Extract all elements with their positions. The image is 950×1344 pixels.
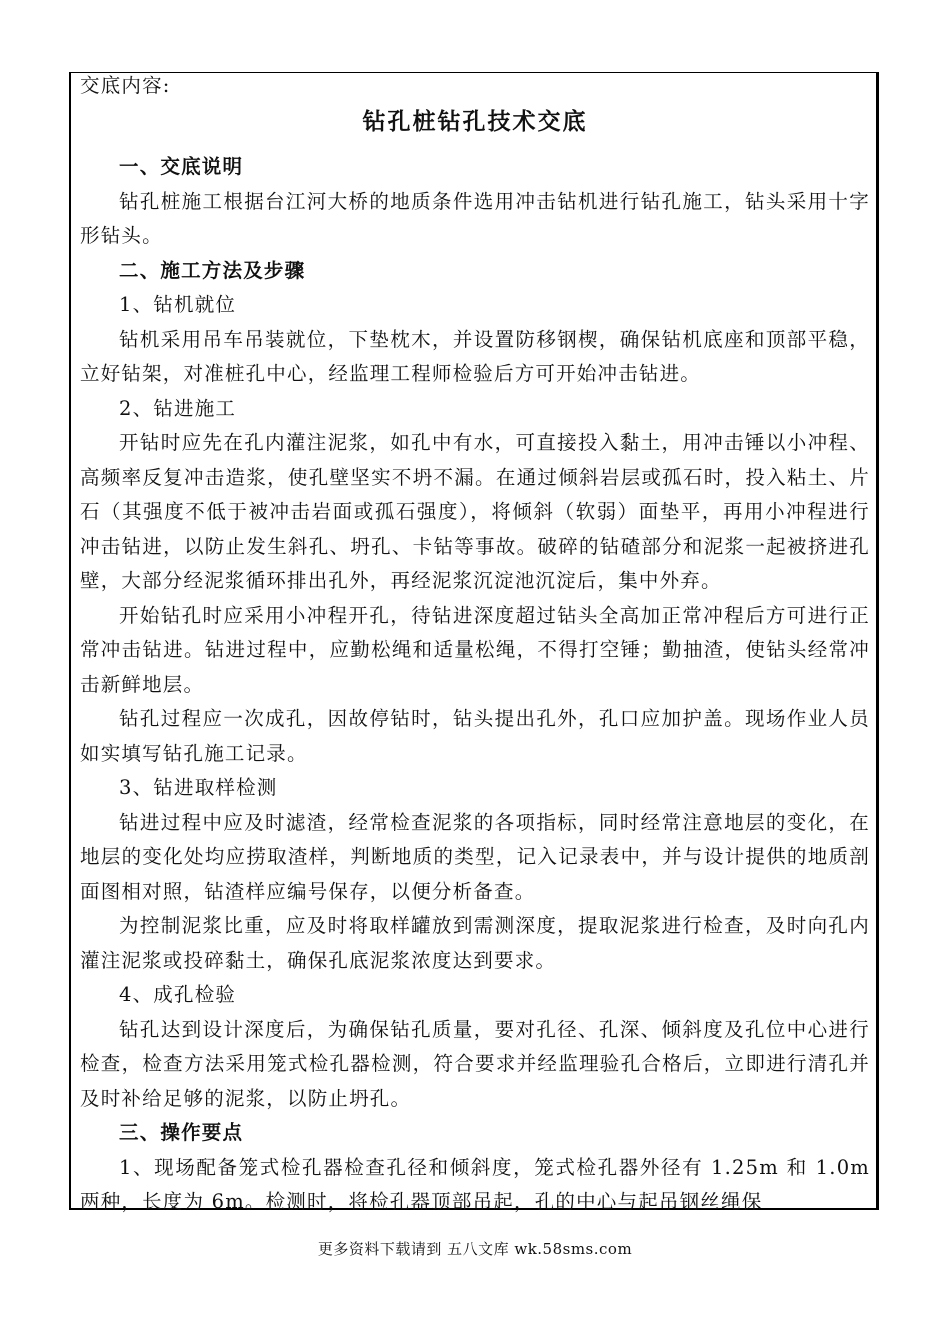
paragraph: 开始钻孔时应采用小冲程开孔，待钻进深度超过钻头全高加正常冲程后方可进行正常冲击钻进。钻进过程中，应勤松绳和适量松绳，不得打空锤；勤抽渣，使钻头经常冲击新鲜地层。 <box>80 603 870 696</box>
footer-text: 更多资料下载请到 五八文库 wk.58sms.com <box>317 1240 633 1258</box>
paragraph: 4、成孔检验 <box>119 983 237 1006</box>
section-heading: 二、施工方法及步骤 <box>119 258 306 282</box>
header-label: 交底内容: <box>80 74 171 97</box>
paragraph: 1、现场配备笼式检孔器检查孔径和倾斜度，笼式检孔器外径有 1.25m 和 1.0m 两种，长度为 6m。检测时，将检孔器顶部吊起，孔的中心与起吊钢丝绳保 <box>80 1155 870 1213</box>
paragraph: 钻孔过程应一次成孔，因故停钻时，钻头提出孔外，孔口应加护盖。现场作业人员如实填写钻孔施工记录。 <box>80 707 870 765</box>
section-heading: 一、交底说明 <box>119 155 244 178</box>
document-content <box>80 72 870 1220</box>
paragraph: 钻进过程中应及时滤渣，经常检查泥浆的各项指标，同时经常注意地层的变化，在地层的变化处均应捞取渣样，判断地质的类型，记入记录表中，并与设计提供的地质剖面图相对照，钻渣样应编号保存，以便分析备查。 <box>80 810 870 903</box>
document-title: 钻孔桩钻孔技术交底 <box>362 108 588 135</box>
paragraph: 开钻时应先在孔内灌注泥浆，如孔中有水，可直接投入黏土，用冲击锤以小冲程、高频率反复冲击造浆，使孔壁坚实不坍不漏。在通过倾斜岩层或孤石时，投入粘土、片石（其强度不低于被冲击岩面或孤石强度），将倾斜（软弱）面垫平，再用小冲程进行冲击钻进，以防止发生斜孔、坍孔、卡钻等事故。破碎的钻碴部分和泥浆一起被挤进孔壁，大部分经泥浆循环排出孔外，再经泥浆沉淀池沉淀后，集中外弃。 <box>80 431 870 592</box>
paragraph: 钻孔桩施工根据台江河大桥的地质条件选用冲击钻机进行钻孔施工，钻头采用十字形钻头。 <box>80 189 870 247</box>
paragraph-list <box>80 150 870 1220</box>
paragraph: 3、钻进取样检测 <box>119 776 278 799</box>
paragraph: 2、钻进施工 <box>119 396 237 420</box>
section-heading: 三、操作要点 <box>119 1121 244 1144</box>
paragraph: 1、钻机就位 <box>119 293 237 316</box>
paragraph: 钻机采用吊车吊装就位，下垫枕木，并设置防移钢楔，确保钻机底座和顶部平稳，立好钻架，对准桩孔中心，经监理工程师检验后方可开始冲击钻进。 <box>80 327 870 385</box>
paragraph: 为控制泥浆比重，应及时将取样罐放到需测深度，提取泥浆进行检查，及时向孔内灌注泥浆或投碎黏土，确保孔底泥浆浓度达到要求。 <box>80 914 870 972</box>
paragraph: 钻孔达到设计深度后，为确保钻孔质量，要对孔径、孔深、倾斜度及孔位中心进行检查，检查方法采用笼式检孔器检测，符合要求并经监理验孔合格后，立即进行清孔并及时补给足够的泥浆，以防止坍孔。 <box>80 1017 870 1110</box>
